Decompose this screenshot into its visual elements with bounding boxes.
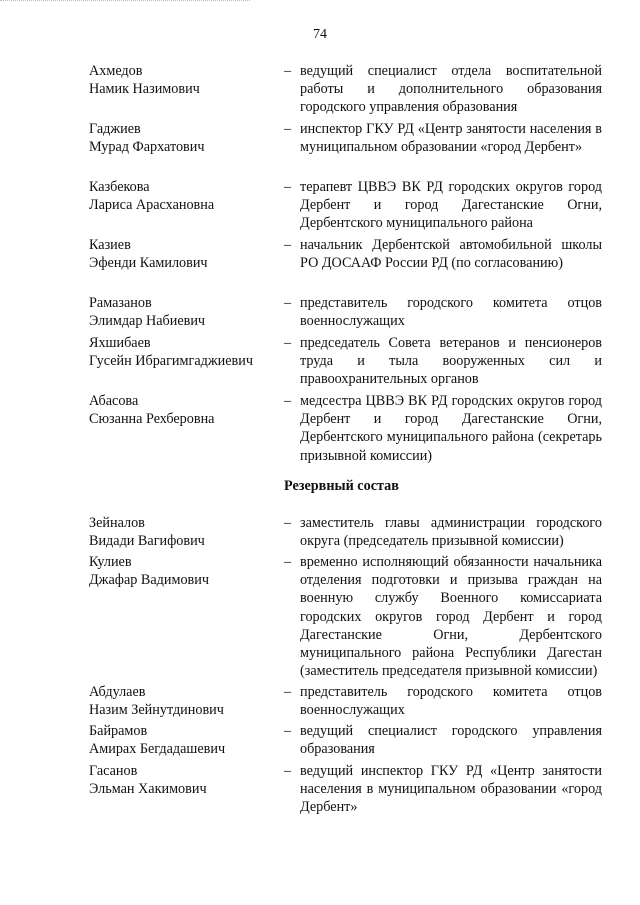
- section-title: Резервный состав: [284, 478, 399, 494]
- member-role: – временно исполняющий обязанности начальника отделения подготовки и призыва граждан на военную службу Военного комиссариата городских округов город Дербент и город Дагестанские Огни, Дербентского муниципального района Республики Дагестан (заместитель председателя призывной комиссии): [284, 554, 602, 680]
- member-role: – заместитель главы администрации городского округа (председатель призывной комиссии): [284, 515, 602, 550]
- member-name: Кулиев Джафар Вадимович: [89, 554, 209, 589]
- member-name: Зейналов Видади Вагифович: [89, 515, 205, 550]
- member-name: Яхшибаев Гусейн Ибрагимгаджиевич: [89, 335, 253, 370]
- member-role: – ведущий инспектор ГКУ РД «Центр занятости населения в муниципальном образовании «город Дербент»: [284, 763, 602, 816]
- member-name: Рамазанов Элимдар Набиевич: [89, 295, 206, 330]
- member-name: Казбекова Лариса Арасхановна: [89, 179, 215, 214]
- member-name: Казиев Эфенди Камилович: [89, 237, 208, 272]
- member-role: – медсестра ЦВВЭ ВК РД городских округов город Дербент и город Дагестанские Огни, Дербентского муниципального района (секретарь призывной комиссии): [284, 393, 602, 464]
- scan-border: [0, 0, 250, 1]
- member-role: – председатель Совета ветеранов и пенсионеров труда и тыла вооруженных сил и правоохранительных органов: [284, 335, 602, 388]
- member-name: Абасова Сюзанна Рехберовна: [89, 393, 215, 428]
- member-name: Абдулаев Назим Зейнутдинович: [89, 684, 224, 719]
- member-name: Гасанов Эльман Хакимович: [89, 763, 207, 798]
- member-role: – представитель городского комитета отцов военнослужащих: [284, 684, 602, 719]
- member-name: Ахмедов Намик Назимович: [89, 63, 200, 98]
- member-role: – начальник Дербентской автомобильной школы РО ДОСААФ России РД (по согласованию): [284, 237, 602, 272]
- member-name: Гаджиев Мурад Фархатович: [89, 121, 205, 156]
- member-role: – ведущий специалист отдела воспитательной работы и дополнительного образования городского управления образования: [284, 63, 602, 116]
- member-name: Байрамов Амирах Бегдадашевич: [89, 723, 226, 758]
- member-role: – ведущий специалист городского управления образования: [284, 723, 602, 758]
- member-role: – терапевт ЦВВЭ ВК РД городских округов город Дербент и город Дагестанские Огни, Дербентского муниципального района: [284, 179, 602, 232]
- member-role: – инспектор ГКУ РД «Центр занятости населения в муниципальном образовании «город Дербент»: [284, 121, 602, 156]
- page-number: 74: [313, 27, 327, 42]
- member-role: – представитель городского комитета отцов военнослужащих: [284, 295, 602, 330]
